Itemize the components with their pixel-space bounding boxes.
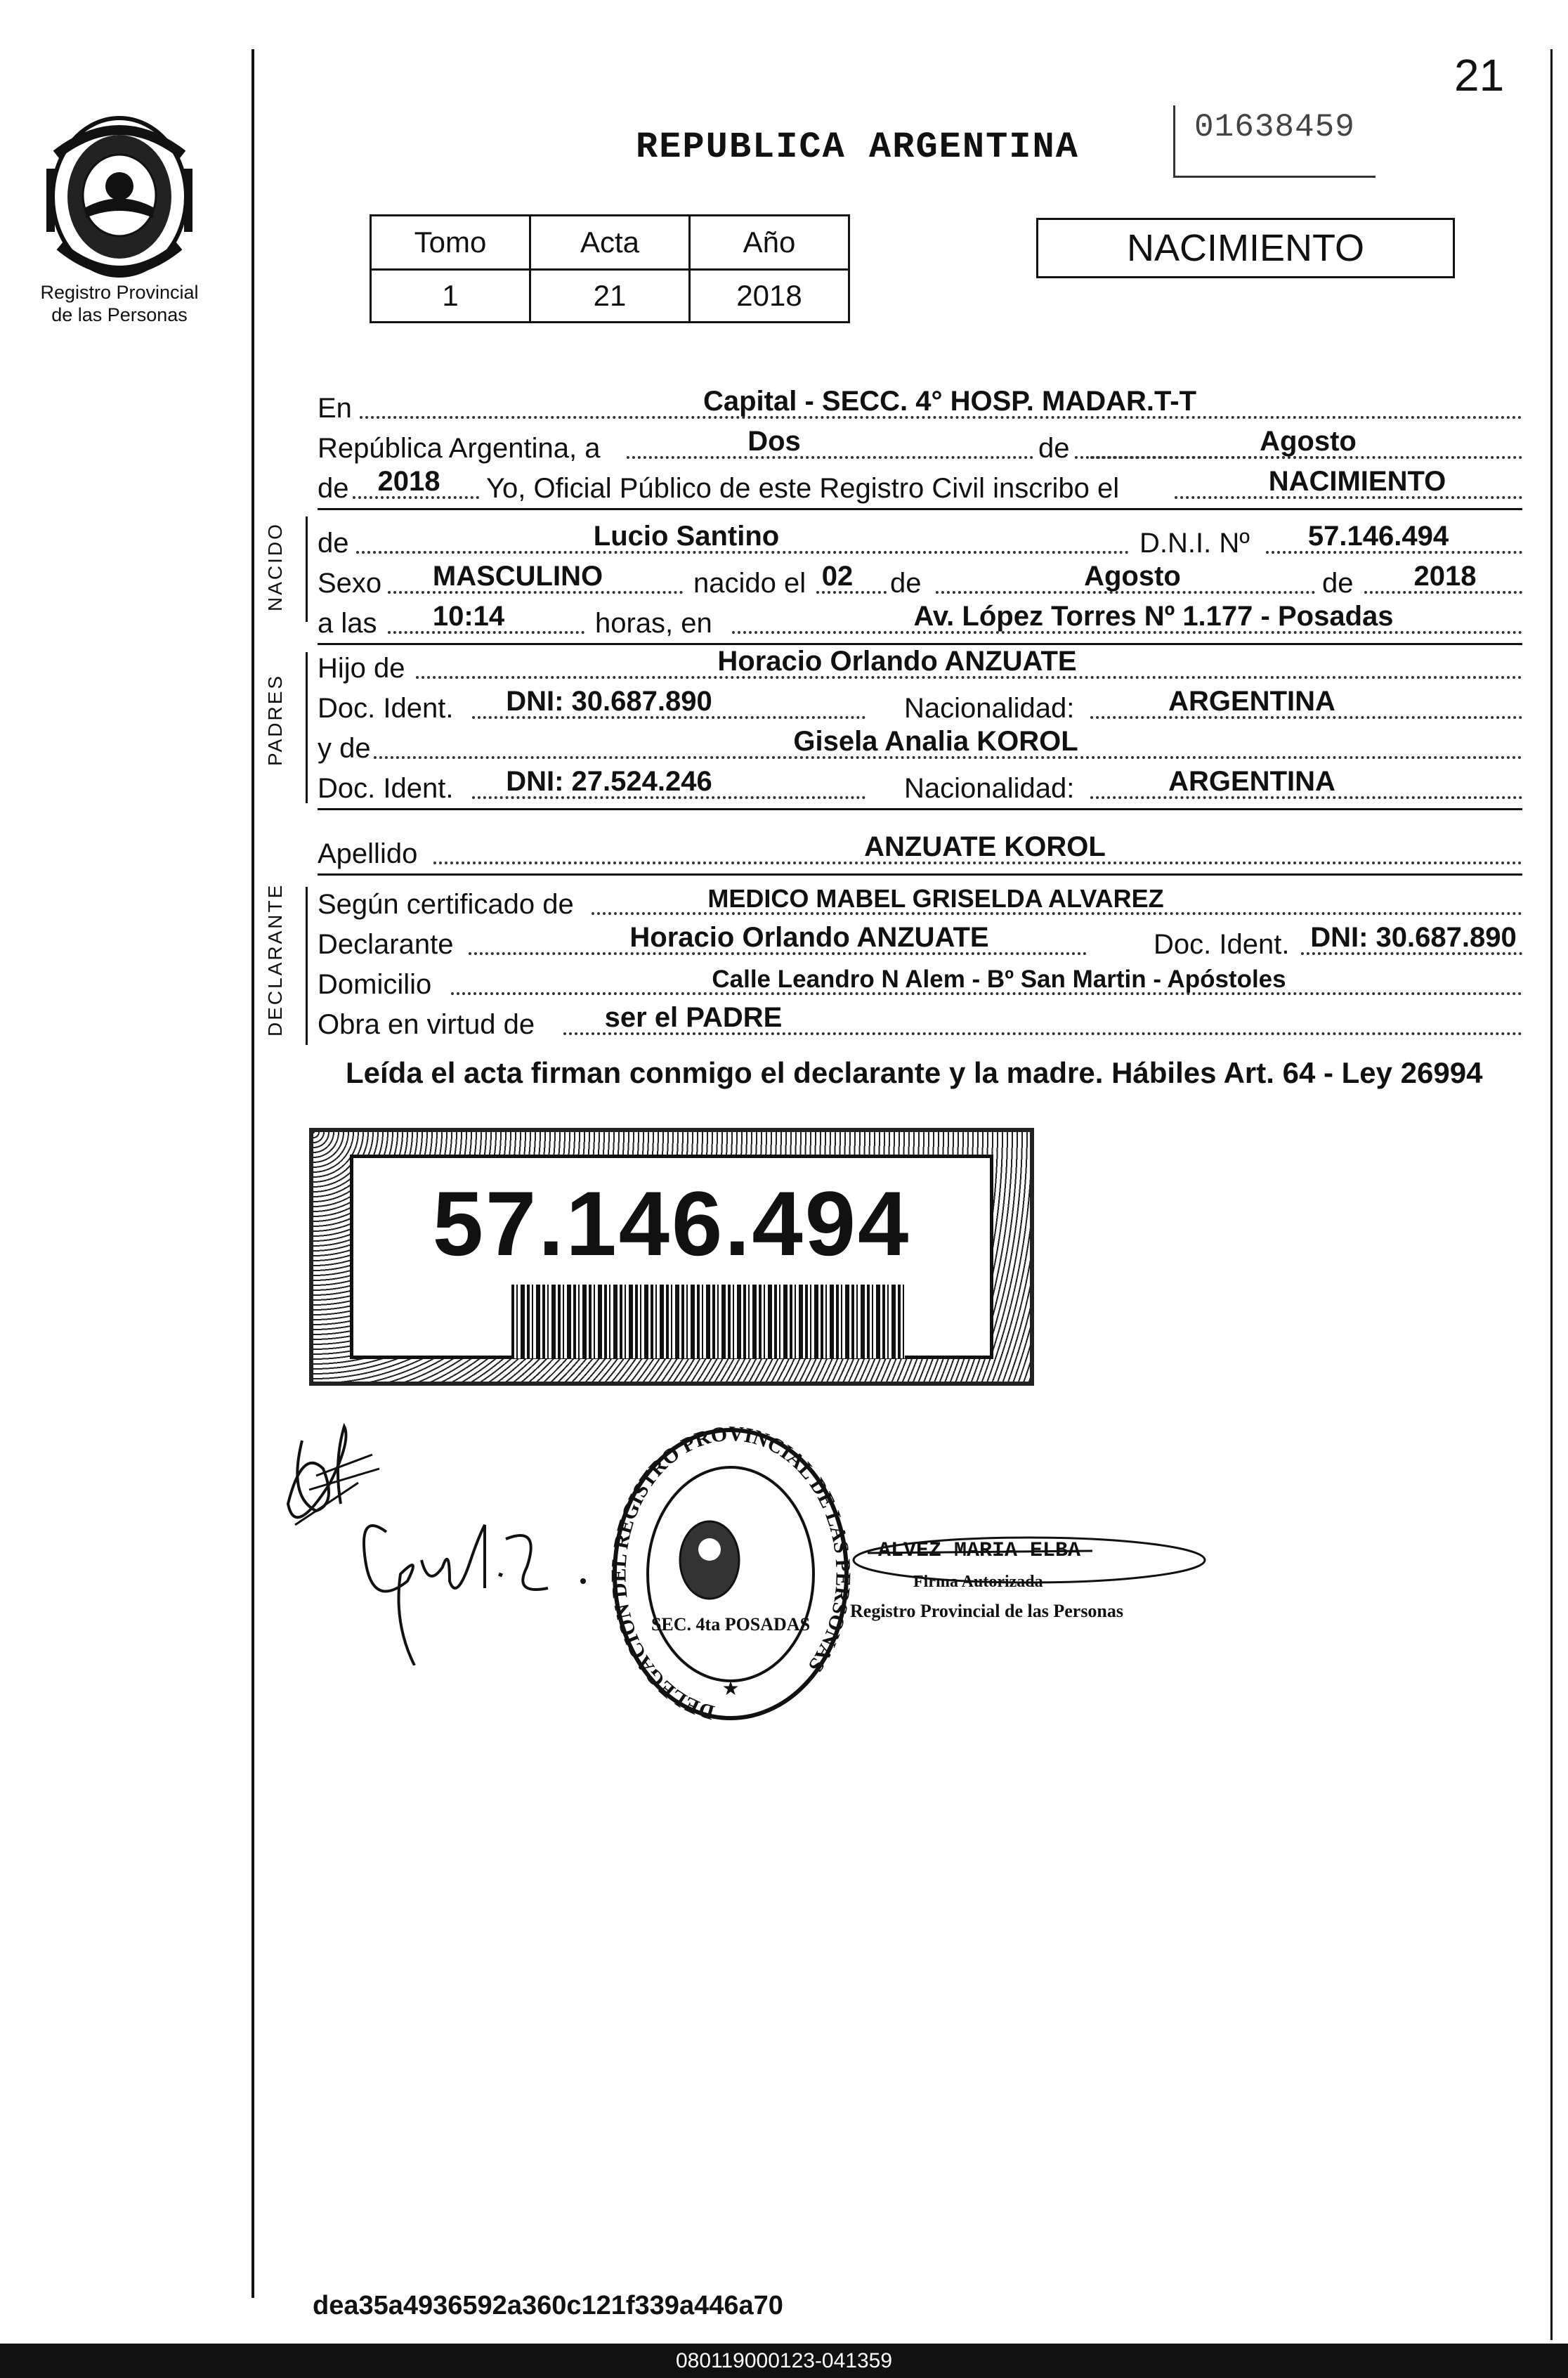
- declarante-value: Horacio Orlando ANZUATE: [629, 922, 989, 953]
- act-type-box: NACIMIENTO: [1036, 218, 1455, 278]
- serial-number: 01638459: [1194, 109, 1355, 145]
- apellido-label: Apellido: [318, 838, 418, 869]
- declarante-section-text: DECLARANTE: [264, 883, 286, 1037]
- dni-stamp-inner: [350, 1155, 993, 1359]
- nacido-de-label: de: [890, 568, 922, 599]
- padre-doc-value: DNI: 30.687.890: [506, 686, 712, 717]
- declarante-bracket: [306, 887, 308, 1045]
- row-madre-doc: [318, 765, 1522, 805]
- anio-prefix-label: de: [318, 473, 349, 504]
- domicilio-value: Calle Leandro N Alem - Bº San Martin - Apóstoles: [712, 966, 1286, 993]
- padres-section-label: [264, 673, 292, 788]
- padres-bracket: [306, 652, 308, 803]
- padre-nac-label: Nacionalidad:: [904, 693, 1075, 724]
- row-padre: [318, 645, 1522, 684]
- tomo-value: 1: [371, 270, 530, 323]
- left-margin-rule: [251, 49, 254, 2298]
- row-padre-doc: [318, 685, 1522, 725]
- row-hora-lugar: [318, 600, 1522, 639]
- nombre-value: Lucio Santino: [593, 521, 780, 552]
- nacido-section-text: NACIDO: [264, 522, 286, 611]
- madre-doc-value: DNI: 27.524.246: [506, 766, 712, 797]
- authority-name: ALVEZ MARIA ELBA: [878, 1539, 1081, 1563]
- certificado-value: MEDICO MABEL GRISELDA ALVAREZ: [707, 884, 1164, 913]
- y-de-label: y de: [318, 733, 371, 764]
- inscripcion-value: NACIMIENTO: [1268, 466, 1446, 497]
- madre-nac-value: ARGENTINA: [1168, 766, 1335, 797]
- hijo-de-label: Hijo de: [318, 653, 405, 684]
- official-seal: [604, 1419, 857, 1743]
- padre-doc-label: Doc. Ident.: [318, 693, 454, 724]
- right-margin-rule: [1550, 49, 1553, 2340]
- nacido-bracket: [306, 516, 308, 622]
- row-lugar: [318, 385, 1522, 424]
- row-declarante: [318, 921, 1522, 961]
- logo-caption-line2: de las Personas: [51, 304, 188, 325]
- nacido-dia-value: 02: [821, 561, 854, 592]
- row-fecha: [318, 425, 1522, 464]
- nacido-lugar-value: Av. López Torres Nº 1.177 - Posadas: [913, 601, 1394, 632]
- padre-nac-value: ARGENTINA: [1168, 686, 1335, 717]
- nacido-mes-value: Agosto: [1084, 561, 1181, 592]
- row-madre: [318, 725, 1522, 765]
- section-divider: [318, 808, 1522, 810]
- inscribo-label: Yo, Oficial Público de este Registro Civil inscribo el: [486, 473, 1120, 504]
- horas-en-label: horas, en: [595, 608, 712, 639]
- sexo-value: MASCULINO: [432, 561, 603, 592]
- dia-value: Dos: [747, 426, 801, 457]
- barcode: [511, 1285, 905, 1358]
- declarante-section-label: [264, 883, 292, 1059]
- mes-value: Agosto: [1260, 426, 1357, 457]
- lugar-label: En: [318, 393, 352, 424]
- nacido-section-label: [264, 522, 292, 634]
- dni-stamp-number: 57.146.494: [432, 1172, 911, 1275]
- tomo-header: Tomo: [371, 216, 530, 270]
- section-divider: [318, 873, 1522, 876]
- anio-value: 2018: [690, 270, 849, 323]
- nacido-el-label: nacido el: [693, 568, 806, 599]
- document-header-title: REPUBLICA ARGENTINA: [636, 126, 1079, 168]
- row-domicilio: [318, 961, 1522, 1001]
- acta-value: 21: [530, 270, 690, 323]
- dni-label: D.N.I. Nº: [1139, 528, 1250, 559]
- svg-text:★: ★: [721, 1677, 740, 1699]
- misiones-emblem-logo: [42, 112, 197, 281]
- nombre-de-label: de: [318, 528, 349, 559]
- de-label: de: [1034, 433, 1074, 464]
- madre-nac-label: Nacionalidad:: [904, 773, 1075, 804]
- certificado-label: Según certificado de: [318, 889, 574, 920]
- row-sexo: [318, 560, 1522, 599]
- document-hash: dea35a4936592a360c121f339a446a70: [313, 2291, 783, 2320]
- row-nombre: [318, 520, 1522, 559]
- record-index-table: [370, 214, 850, 323]
- lugar-value: Capital - SECC. 4° HOSP. MADAR.T-T: [703, 386, 1196, 417]
- logo-caption-line1: Registro Provincial: [40, 282, 199, 303]
- declarante-doc-label: Doc. Ident.: [1154, 929, 1290, 960]
- dni-value: 57.146.494: [1307, 521, 1449, 552]
- obra-label: Obra en virtud de: [318, 1009, 535, 1040]
- row-inscripcion: [318, 465, 1522, 505]
- apellido-value: ANZUATE KOROL: [864, 831, 1106, 862]
- seal-ring-text: DELEGACION DEL REGISTRO PROVINCIAL DE LAS PERSONAS: [607, 1422, 855, 1724]
- footer-code-bar: 080119000123-041359: [0, 2344, 1568, 2378]
- declarante-label: Declarante: [318, 929, 454, 960]
- madre-value: Gisela Analia KOROL: [793, 726, 1078, 757]
- dni-stamp: [309, 1128, 1034, 1386]
- row-apellido: [318, 831, 1522, 870]
- domicilio-label: Domicilio: [318, 969, 432, 1000]
- padre-value: Horacio Orlando ANZUATE: [717, 646, 1077, 677]
- padres-section-text: PADRES: [264, 673, 286, 766]
- madre-doc-label: Doc. Ident.: [318, 773, 454, 804]
- anio-value: 2018: [377, 466, 440, 497]
- acta-header: Acta: [530, 216, 690, 270]
- hora-value: 10:14: [432, 601, 505, 632]
- logo-caption: [14, 281, 225, 326]
- nacido-anio-value: 2018: [1413, 561, 1477, 592]
- republica-label: República Argentina, a: [318, 433, 601, 464]
- page-number: 21: [1454, 50, 1505, 100]
- authority-office: Registro Provincial de las Personas: [850, 1601, 1124, 1621]
- authority-title: Firma Autorizada: [913, 1573, 1043, 1591]
- declarante-doc-value: DNI: 30.687.890: [1310, 922, 1517, 953]
- row-certificado: [318, 881, 1522, 921]
- handwritten-signatures: [274, 1398, 597, 1665]
- sexo-label: Sexo: [318, 568, 382, 599]
- section-divider: [318, 508, 1522, 510]
- seal-inner-text: SEC. 4ta POSADAS: [651, 1614, 811, 1635]
- a-las-label: a las: [318, 608, 377, 639]
- nacido-de-anio-label: de: [1322, 568, 1354, 599]
- closing-statement: Leída el acta firman conmigo el declarante y la madre. Hábiles Art. 64 - Ley 26994: [346, 1056, 1483, 1089]
- obra-value: ser el PADRE: [604, 1002, 783, 1033]
- anio-header: Año: [690, 216, 849, 270]
- row-obra: [318, 1001, 1522, 1041]
